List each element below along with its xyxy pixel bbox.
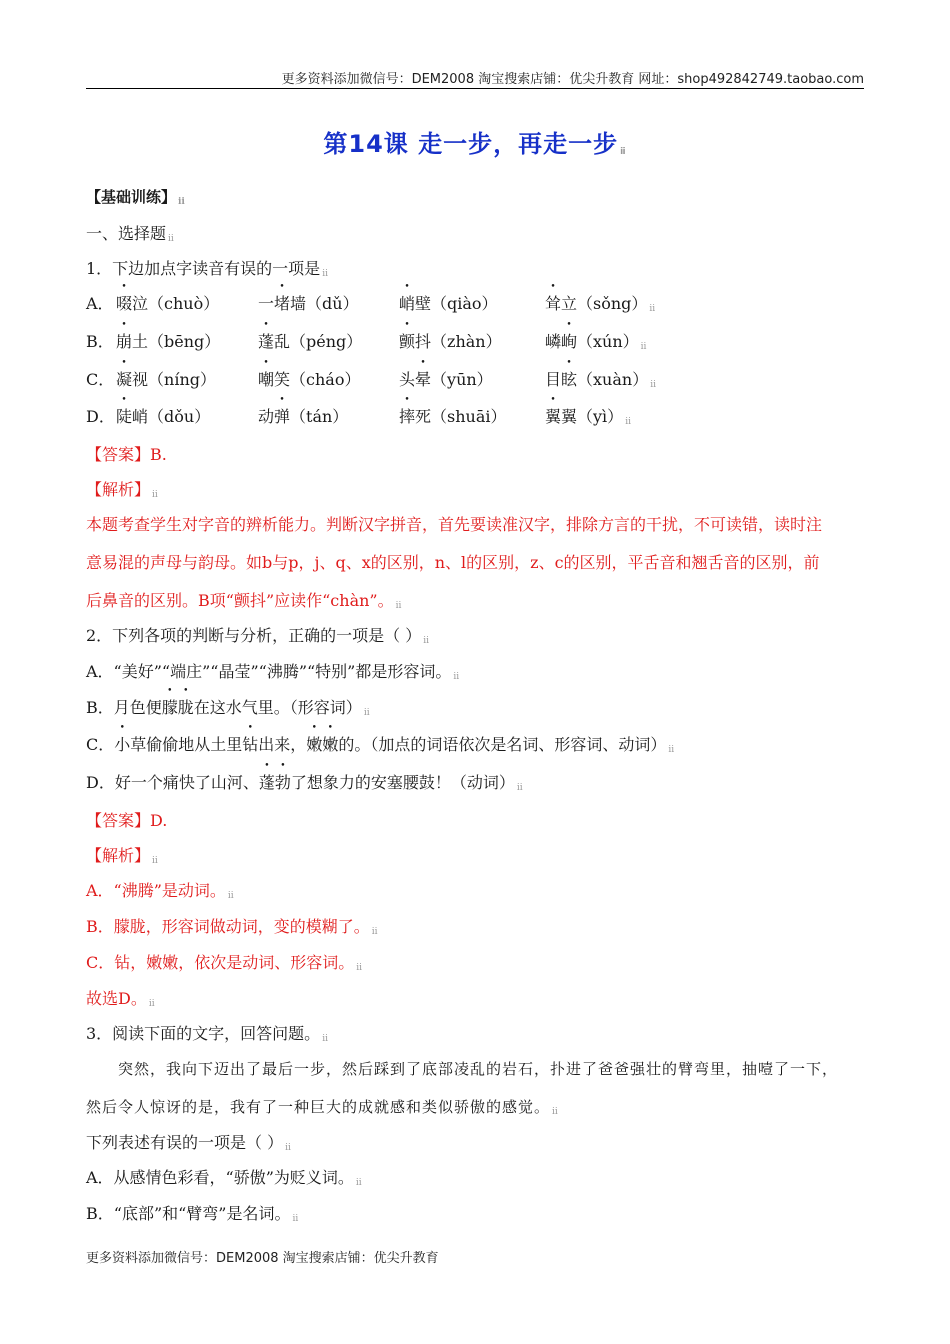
q1-analysis-line: 意易混的声母与韵母。如b与p，j、q、x的区别，n、l的区别，z、c的区别，平舌音和翘舌音的区别，前 <box>86 553 820 572</box>
q1-option-item: 凝视（níng） <box>116 370 216 389</box>
q2-option-d: D．好一个痛快了山河、蓬勃了想象力的安塞腰鼓！（动词） ⅱ <box>86 773 523 793</box>
q1-analysis-line: 本题考查学生对字音的辨析能力。判断汉字拼音，首先要读准汉字，排除方言的干扰，不可读错，读时注 <box>86 515 823 534</box>
q1-option-label: D． <box>86 407 115 426</box>
q1-option-item: 嶙峋（xún） ⅱ <box>545 332 647 352</box>
q2-analysis-line: B．朦胧，形容词做动词，变的模糊了。 ⅱ <box>86 917 378 937</box>
q1-option-item: 啜泣（chuò） <box>116 294 220 313</box>
q1-option-item: 头晕（yūn） <box>399 370 493 389</box>
q1-option-item: 一堵墙（dǔ） <box>258 294 359 313</box>
q1-option-item: 崩土（bēng） <box>116 332 221 351</box>
q2-option-c: C．小草偷偷地从土里钻出来，嫩嫩的。（加点的词语依次是名词、形容词、动词） ⅱ <box>86 735 675 755</box>
q2-analysis-line: A．“沸腾”是动词。 ⅱ <box>86 881 234 901</box>
q1-option-item: 摔死（shuāi） <box>399 407 507 426</box>
q2-answer: 【答案】D. <box>86 811 168 830</box>
q1-option-item: 动弹（tán） <box>258 407 349 426</box>
section-heading: 【基础训练】 ⅱ <box>86 188 185 207</box>
q1-option-label: B． <box>86 332 114 351</box>
q1-stem: 1．下边加点字读音有误的一项是 ⅱ <box>86 259 328 279</box>
q3-option-a: A．从感情色彩看，“骄傲”为贬义词。 ⅱ <box>86 1168 362 1188</box>
q1-option-item: 陡峭（dǒu） <box>116 407 211 426</box>
q1-option-label: C． <box>86 370 115 389</box>
q2-analysis-label: 【解析】 ⅱ <box>86 846 158 866</box>
page-footer: 更多资料添加微信号：DEM2008 淘宝搜索店铺：优尖升教育 <box>86 1251 439 1266</box>
q1-option-item: 翼翼（yì） ⅱ <box>545 407 631 427</box>
q1-option-item: 颤抖（zhàn） <box>399 332 502 351</box>
q1-option-label: A． <box>86 294 114 313</box>
q2-stem: 2．下列各项的判断与分析，正确的一项是（ ） ⅱ <box>86 626 430 646</box>
q1-option-item: 目眩（xuàn） ⅱ <box>545 370 656 390</box>
q2-option-a: A．“美好”“端庄”“晶莹”“沸腾”“特别”都是形容词。 ⅱ <box>86 662 460 682</box>
q2-analysis-line: 故选D。 ⅱ <box>86 989 155 1009</box>
q3-stem: 3．阅读下面的文字，回答问题。 ⅱ <box>86 1024 328 1044</box>
q1-option-item: 耸立（sǒng） ⅱ <box>545 294 656 314</box>
q3-passage-line: 然后令人惊讶的是，我有了一种巨大的成就感和类似骄傲的感觉。 ⅱ <box>86 1098 559 1117</box>
q1-option-item: 峭壁（qiào） <box>399 294 498 313</box>
q1-analysis-line: 后鼻音的区别。B项“颤抖”应读作“chàn”。 ⅱ <box>86 591 402 611</box>
q2-analysis-line: C．钻，嫩嫩，依次是动词、形容词。 ⅱ <box>86 953 363 973</box>
q3-ask: 下列表述有误的一项是（ ） ⅱ <box>86 1133 291 1153</box>
page-header: 更多资料添加微信号：DEM2008 淘宝搜索店铺：优尖升教育 网址：shop492842749.taobao.com <box>281 72 864 87</box>
q1-analysis-label: 【解析】 ⅱ <box>86 480 158 500</box>
q3-option-b: B．“底部”和“臂弯”是名词。 ⅱ <box>86 1204 299 1224</box>
q1-option-item: 嘲笑（cháo） <box>258 370 361 389</box>
q2-option-b: B．月色便朦胧在这水气里。（形容词） ⅱ <box>86 698 370 718</box>
q3-passage-line: 突然，我向下迈出了最后一步，然后踩到了底部凌乱的岩石，扑进了爸爸强壮的臂弯里，抽噎了一下， <box>118 1060 839 1078</box>
page-title: 第14课 走一步，再走一步 ⅱ <box>323 130 627 158</box>
part-heading: 一、选择题 ⅱ <box>86 224 174 244</box>
header-divider <box>86 88 864 89</box>
q1-option-item: 蓬乱（péng） <box>258 332 363 351</box>
q1-answer: 【答案】B. <box>86 445 167 464</box>
